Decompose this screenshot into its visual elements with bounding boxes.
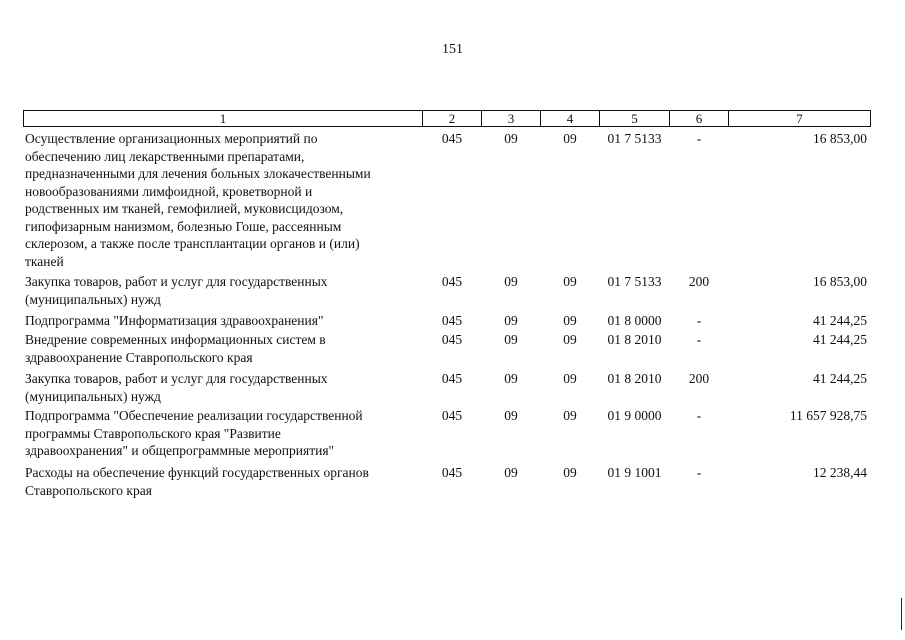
cell-subsection: 09 [563, 465, 577, 480]
description-line: Закупка товаров, работ и услуг для государственных [25, 371, 328, 386]
column-header-6: 6 [695, 111, 703, 126]
description-line: (муниципальных) нужд [25, 291, 161, 307]
cell-target-article: 01 7 5133 [607, 131, 662, 146]
cell-expense-type: - [696, 313, 702, 328]
cell-expense-type: - [696, 332, 702, 347]
row-description [25, 312, 420, 330]
cell-amount: 16 853,00 [813, 274, 867, 289]
cell-ministry-code: 045 [441, 332, 463, 347]
cell-ministry-code: 045 [441, 465, 463, 480]
cell-subsection: 09 [563, 371, 577, 386]
description-line: программы Ставропольского края "Развитие [25, 425, 281, 441]
column-header-1: 1 [219, 111, 227, 126]
cell-subsection: 09 [563, 274, 577, 289]
row-description [25, 331, 420, 366]
description-line: здравоохранения" и общепрограммные мероприятия" [25, 443, 335, 458]
cell-expense-type: 200 [688, 274, 710, 289]
description-line: Ставропольского края [25, 482, 152, 498]
column-header-4: 4 [566, 111, 574, 126]
row-description [25, 464, 420, 499]
description-line: Расходы на обеспечение функций государственных органов [25, 465, 369, 480]
scan-edge-line [901, 598, 902, 630]
cell-section: 09 [504, 408, 518, 423]
row-description [25, 407, 420, 460]
page-number: 151 [442, 42, 463, 57]
column-header-7: 7 [796, 111, 803, 126]
description-line: гипофизарным нанизмом, болезнью Гоше, рассеянным [25, 218, 342, 234]
cell-section: 09 [504, 131, 518, 146]
cell-amount: 11 657 928,75 [789, 408, 867, 423]
cell-target-article: 01 8 2010 [607, 371, 662, 386]
description-line: родственных им тканей, гемофилией, муковисцидозом, [25, 201, 344, 216]
cell-amount: 41 244,25 [813, 332, 867, 347]
column-header-5: 5 [631, 111, 638, 126]
row-description [25, 273, 420, 308]
description-line: предназначенными для лечения больных злокачественными [25, 166, 371, 181]
cell-target-article: 01 8 2010 [607, 332, 662, 347]
cell-section: 09 [504, 465, 518, 480]
description-line: Осуществление организационных мероприятий по [25, 131, 318, 146]
cell-expense-type: - [696, 408, 702, 423]
cell-amount: 16 853,00 [813, 131, 867, 146]
cell-target-article: 01 7 5133 [607, 274, 662, 289]
cell-amount: 41 244,25 [813, 313, 867, 328]
cell-expense-type: - [696, 465, 702, 480]
cell-subsection: 09 [563, 131, 577, 146]
cell-amount: 12 238,44 [813, 465, 867, 480]
description-line: Закупка товаров, работ и услуг для государственных [25, 274, 328, 289]
cell-ministry-code: 045 [441, 408, 463, 423]
cell-target-article: 01 8 0000 [607, 313, 662, 328]
cell-subsection: 09 [563, 313, 577, 328]
column-header-2: 2 [448, 111, 456, 126]
description-line: новообразованиями лимфоидной, кроветворной и [25, 183, 313, 199]
description-line: Подпрограмма "Обеспечение реализации государственной [25, 408, 363, 423]
cell-amount: 41 244,25 [813, 371, 867, 386]
cell-subsection: 09 [563, 408, 577, 423]
description-line: тканей [25, 253, 64, 269]
column-header-3: 3 [507, 111, 515, 126]
description-line: склерозом, а также после трансплантации органов и (или) [25, 236, 360, 251]
cell-ministry-code: 045 [441, 371, 463, 386]
description-line: здравоохранение Ставропольского края [25, 349, 253, 365]
cell-section: 09 [504, 274, 518, 289]
cell-expense-type: 200 [688, 371, 710, 386]
cell-subsection: 09 [563, 332, 577, 347]
cell-expense-type: - [696, 131, 702, 146]
row-description [25, 130, 420, 270]
cell-ministry-code: 045 [441, 313, 463, 328]
table-header [23, 110, 871, 127]
cell-section: 09 [504, 313, 518, 328]
cell-target-article: 01 9 1001 [607, 465, 662, 480]
cell-ministry-code: 045 [441, 131, 463, 146]
cell-section: 09 [504, 332, 518, 347]
cell-section: 09 [504, 371, 518, 386]
description-line: Внедрение современных информационных систем в [25, 332, 326, 347]
description-line: обеспечению лиц лекарственными препаратами, [25, 148, 305, 164]
cell-target-article: 01 9 0000 [607, 408, 662, 423]
row-description [25, 370, 420, 405]
description-line: (муниципальных) нужд [25, 388, 161, 404]
cell-ministry-code: 045 [441, 274, 463, 289]
description-line: Подпрограмма "Информатизация здравоохранения" [25, 313, 324, 328]
